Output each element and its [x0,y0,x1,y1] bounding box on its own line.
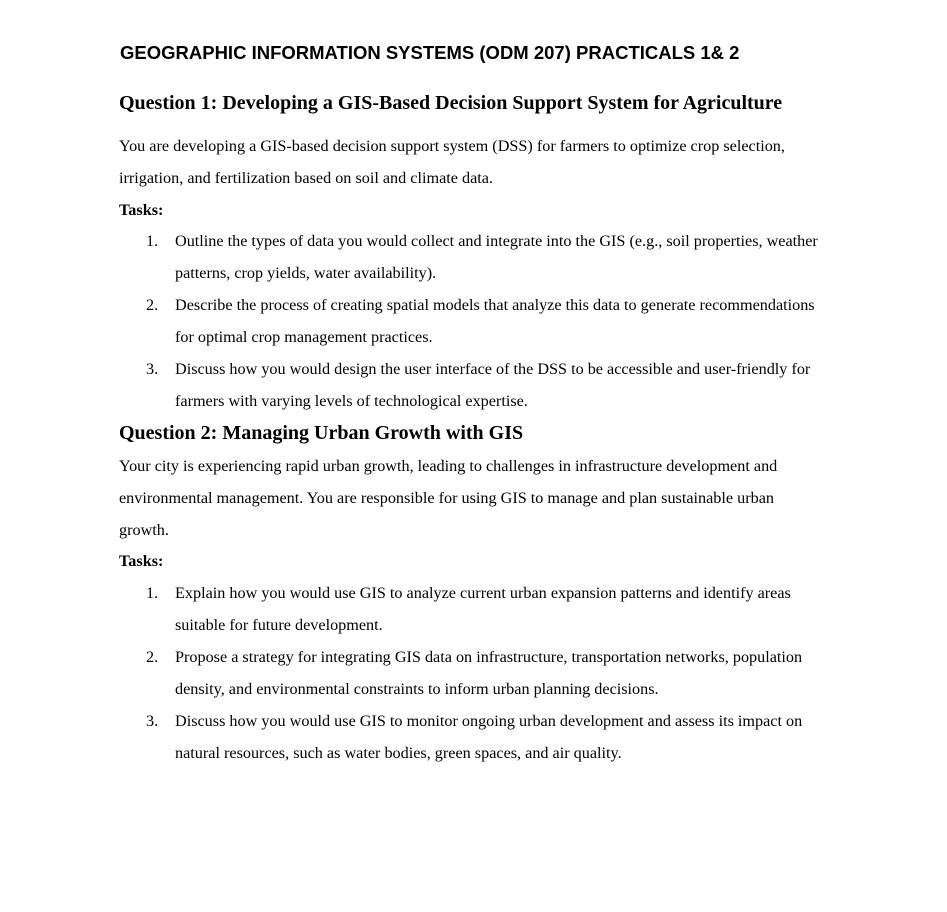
task-item [146,705,826,769]
task-text: Propose a strategy for integrating GIS data on infrastructure, transportation networks, population density, and environmental constraints to inform urban planning decisions. [175,648,803,698]
task-number: 2. [146,296,159,314]
question-2-tasks-label: Tasks: [119,552,164,570]
task-item [146,641,826,705]
task-number: 3. [146,360,159,378]
question-1-heading: Question 1: Developing a GIS-Based Decision Support System for Agriculture [119,92,783,114]
question-2-heading: Question 2: Managing Urban Growth with GIS [119,422,524,444]
task-text: Describe the process of creating spatial models that analyze this data to generate recommendations for optimal crop management practices. [175,296,815,346]
task-text: Explain how you would use GIS to analyze current urban expansion patterns and identify areas suitable for future development. [175,584,791,634]
task-item [146,289,826,353]
task-item [146,225,826,289]
question-2-intro: Your city is experiencing rapid urban growth, leading to challenges in infrastructure development and environmental management. You are responsible for using GIS to manage and plan sustainable urban growth. [119,457,778,539]
task-number: 1. [146,584,159,602]
task-number: 1. [146,232,159,250]
question-1-tasks-label: Tasks: [119,201,164,219]
task-number: 3. [146,712,159,730]
document-title: GEOGRAPHIC INFORMATION SYSTEMS (ODM 207) PRACTICALS 1& 2 [120,42,740,63]
task-text: Outline the types of data you would collect and integrate into the GIS (e.g., soil properties, weather patterns, crop yields, water availability). [175,232,818,282]
question-1-intro: You are developing a GIS-based decision support system (DSS) for farmers to optimize crop selection, irrigation, and fertilization based on soil and climate data. [119,137,785,187]
task-item [146,577,826,641]
task-number: 2. [146,648,159,666]
task-text: Discuss how you would use GIS to monitor ongoing urban development and assess its impact on natural resources, such as water bodies, green spaces, and air quality. [175,712,803,762]
question-1-task-list [146,225,826,417]
task-text: Discuss how you would design the user interface of the DSS to be accessible and user-friendly for farmers with varying levels of technological expertise. [175,360,811,410]
question-2-task-list [146,577,826,769]
task-item [146,353,826,417]
